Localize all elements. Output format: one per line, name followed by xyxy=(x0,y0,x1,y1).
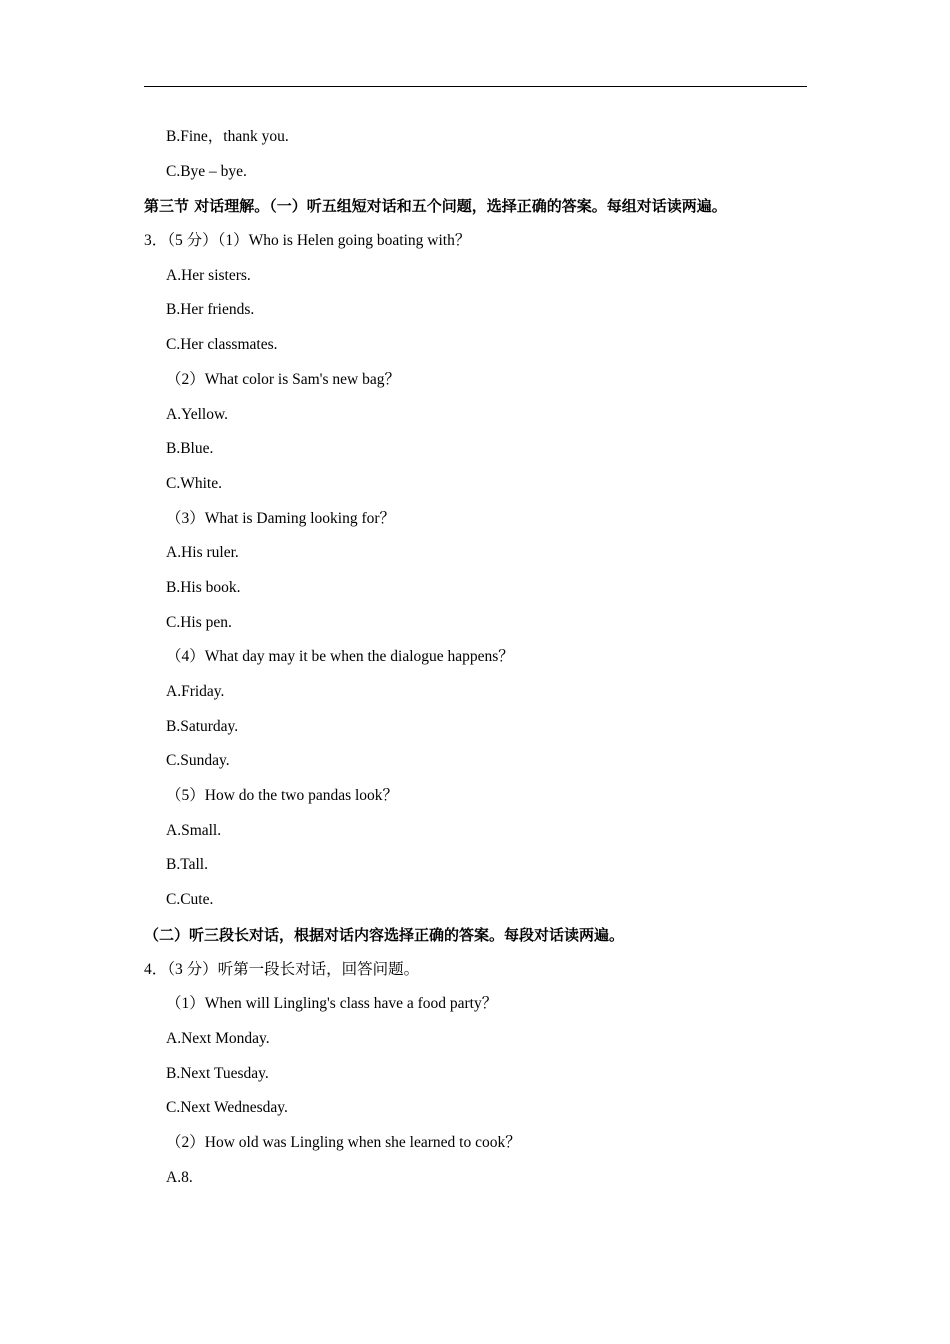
option: B.Blue. xyxy=(166,440,214,458)
option: B.His book. xyxy=(166,578,241,596)
sub-question: （1）When will Lingling's class have a food party？ xyxy=(166,995,498,1013)
option: C.Cute. xyxy=(166,891,214,909)
option: A.His ruler. xyxy=(166,544,239,562)
option: B.Fine，thank you. xyxy=(166,128,289,145)
option: C.Sunday. xyxy=(166,752,230,770)
option: C.His pen. xyxy=(166,613,232,631)
option: B.Her friends. xyxy=(166,301,255,319)
section-heading: 第三节 对话理解。（一）听五组短对话和五个问题，选择正确的答案。每组对话读两遍。 xyxy=(144,197,727,216)
sub-question: （2）How old was Lingling when she learned to cook？ xyxy=(166,1133,521,1151)
option: A.Yellow. xyxy=(166,405,229,423)
question-4: 4．（3 分）听第一段长对话，回答问题。 xyxy=(144,960,420,978)
section-heading: （二）听三段长对话，根据对话内容选择正确的答案。每段对话读两遍。 xyxy=(144,925,625,944)
option: B.Tall. xyxy=(166,856,208,874)
header-rule xyxy=(144,86,807,87)
option: C.Bye – bye. xyxy=(166,162,247,180)
document-body xyxy=(144,120,824,1195)
option: B.Saturday. xyxy=(166,717,239,735)
option: B.Next Tuesday. xyxy=(166,1064,269,1082)
sub-question: （5）How do the two pandas look？ xyxy=(166,787,399,805)
option: A.Small. xyxy=(166,821,222,839)
sub-question: （4）What day may it be when the dialogue happens？ xyxy=(166,648,514,666)
option: C.White. xyxy=(166,474,222,492)
option: C.Her classmates. xyxy=(166,336,278,354)
option: A.Next Monday. xyxy=(166,1029,270,1047)
option: A.Her sisters. xyxy=(166,266,251,284)
question-3: 3．（5 分）（1）Who is Helen going boating with？ xyxy=(144,232,471,250)
sub-question: （2）What color is Sam's new bag？ xyxy=(166,370,400,388)
option: C.Next Wednesday. xyxy=(166,1099,288,1117)
option: A.Friday. xyxy=(166,683,225,700)
option: A.8. xyxy=(166,1168,193,1186)
sub-question: （3）What is Daming looking for？ xyxy=(166,509,396,527)
